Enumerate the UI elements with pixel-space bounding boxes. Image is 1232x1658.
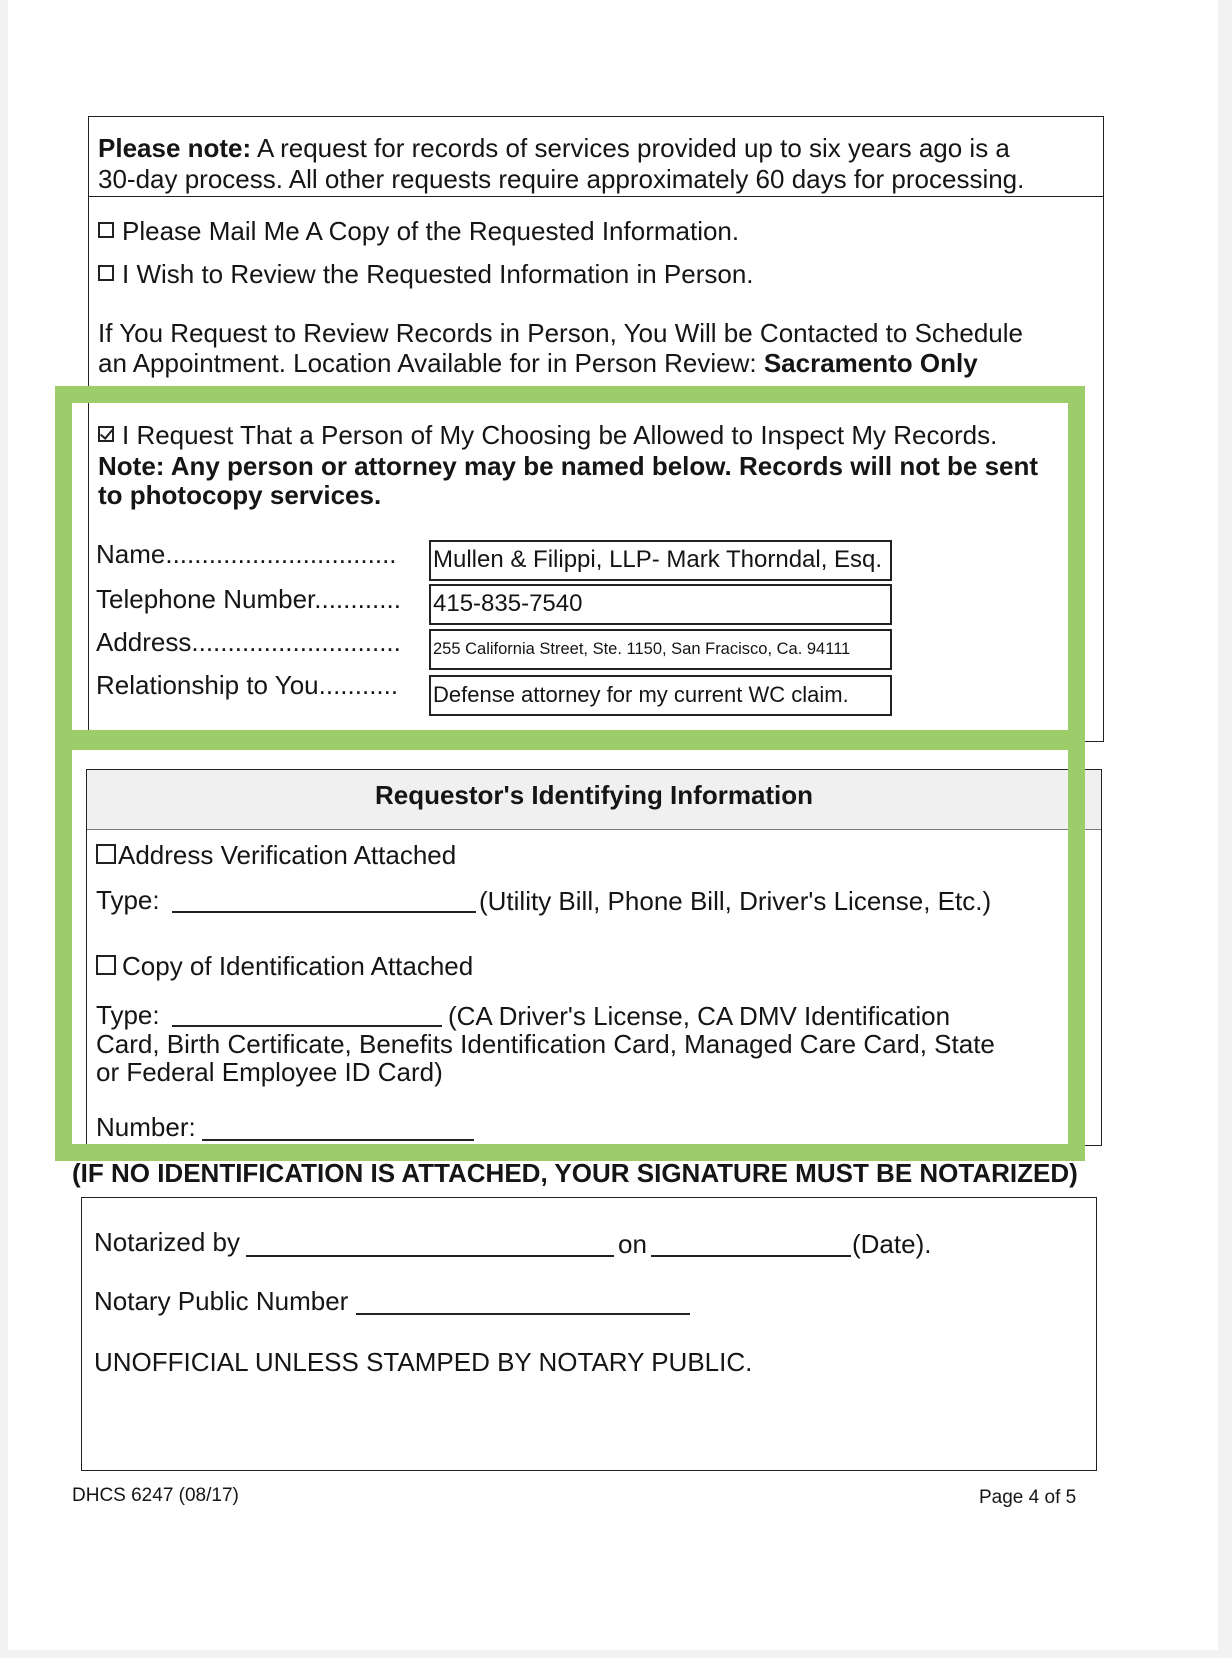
review-in-person-checkbox[interactable]	[98, 265, 114, 281]
telephone-label: Telephone Number............	[96, 584, 401, 614]
id-type-hint2: Card, Birth Certificate, Benefits Identification Card, Managed Care Card, State	[96, 1029, 995, 1059]
notary-warning: (IF NO IDENTIFICATION IS ATTACHED, YOUR SIGNATURE MUST BE NOTARIZED)	[72, 1158, 1078, 1188]
name-label: Name................................	[96, 539, 397, 569]
unofficial-notice: UNOFFICIAL UNLESS STAMPED BY NOTARY PUBLIC.	[94, 1347, 753, 1377]
designee-note-line1: Note: Any person or attorney may be named below. Records will not be sent	[98, 451, 1039, 481]
processing-note-line2: 30-day process. All other requests require approximately 60 days for processing.	[98, 164, 1025, 194]
processing-note-text1: A request for records of services provided up to six years ago is a	[256, 133, 1010, 163]
in-person-info-line1: If You Request to Review Records in Person, You Will be Contacted to Schedule	[98, 318, 1024, 348]
address-label: Address.............................	[96, 627, 401, 657]
designee-request-option[interactable]	[98, 420, 997, 451]
notarized-by-label: Notarized by	[94, 1227, 240, 1257]
address-field[interactable]: 255 California Street, Ste. 1150, San Fracisco, Ca. 94111	[429, 629, 892, 670]
identification-option[interactable]	[96, 951, 473, 982]
mail-copy-checkbox[interactable]	[98, 222, 114, 238]
review-in-person-option[interactable]	[98, 259, 754, 290]
id-number-label: Number:	[96, 1112, 196, 1142]
requestor-header: Requestor's Identifying Information	[374, 780, 814, 810]
id-type-label: Type:	[96, 1000, 160, 1030]
notary-number-input[interactable]	[356, 1313, 690, 1315]
address-verification-label: Address Verification Attached	[118, 840, 457, 870]
designee-request-checkbox[interactable]	[98, 426, 114, 442]
in-person-info-line2	[98, 348, 978, 379]
id-type-hint1: (CA Driver's License, CA DMV Identification	[448, 1001, 951, 1031]
note-divider	[88, 196, 1104, 197]
mail-copy-label: Please Mail Me A Copy of the Requested Information.	[122, 216, 740, 246]
page-number: Page 4 of 5	[979, 1487, 1077, 1508]
identification-label: Copy of Identification Attached	[122, 951, 474, 981]
address-type-label: Type:	[96, 885, 160, 915]
in-person-location: Sacramento Only	[763, 348, 978, 378]
review-in-person-label: I Wish to Review the Requested Information in Person.	[122, 259, 754, 289]
designee-note-line2: to photocopy services.	[98, 480, 382, 510]
address-verification-checkbox[interactable]	[96, 844, 116, 864]
notarized-on-label: on	[618, 1229, 647, 1259]
address-type-hint: (Utility Bill, Phone Bill, Driver's License, Etc.)	[479, 886, 992, 916]
in-person-info-prefix: an Appointment. Location Available for in Person Review:	[98, 348, 757, 378]
relationship-label: Relationship to You...........	[96, 670, 399, 700]
notary-number-label: Notary Public Number	[94, 1286, 349, 1316]
notarized-date-input[interactable]	[651, 1255, 851, 1257]
id-type-input[interactable]	[172, 1025, 442, 1027]
notarized-date-label: (Date).	[852, 1229, 932, 1259]
mail-copy-option[interactable]	[98, 216, 739, 247]
name-field[interactable]: Mullen & Filippi, LLP- Mark Thorndal, Esq.	[429, 540, 892, 581]
address-verification-option[interactable]	[96, 840, 456, 871]
address-type-input[interactable]	[172, 911, 476, 913]
processing-note-lead: Please note:	[98, 133, 252, 163]
id-type-hint3: or Federal Employee ID Card)	[96, 1057, 443, 1087]
form-page	[8, 0, 1218, 1650]
telephone-field[interactable]: 415-835-7540	[429, 584, 892, 625]
designee-request-label: I Request That a Person of My Choosing be Allowed to Inspect My Records.	[122, 420, 998, 450]
identification-checkbox[interactable]	[96, 955, 116, 975]
form-id: DHCS 6247 (08/17)	[72, 1485, 239, 1506]
notarized-by-input[interactable]	[246, 1255, 614, 1257]
processing-note-line1	[98, 133, 1010, 164]
id-number-input[interactable]	[202, 1139, 474, 1141]
relationship-field[interactable]: Defense attorney for my current WC claim.	[429, 675, 892, 716]
